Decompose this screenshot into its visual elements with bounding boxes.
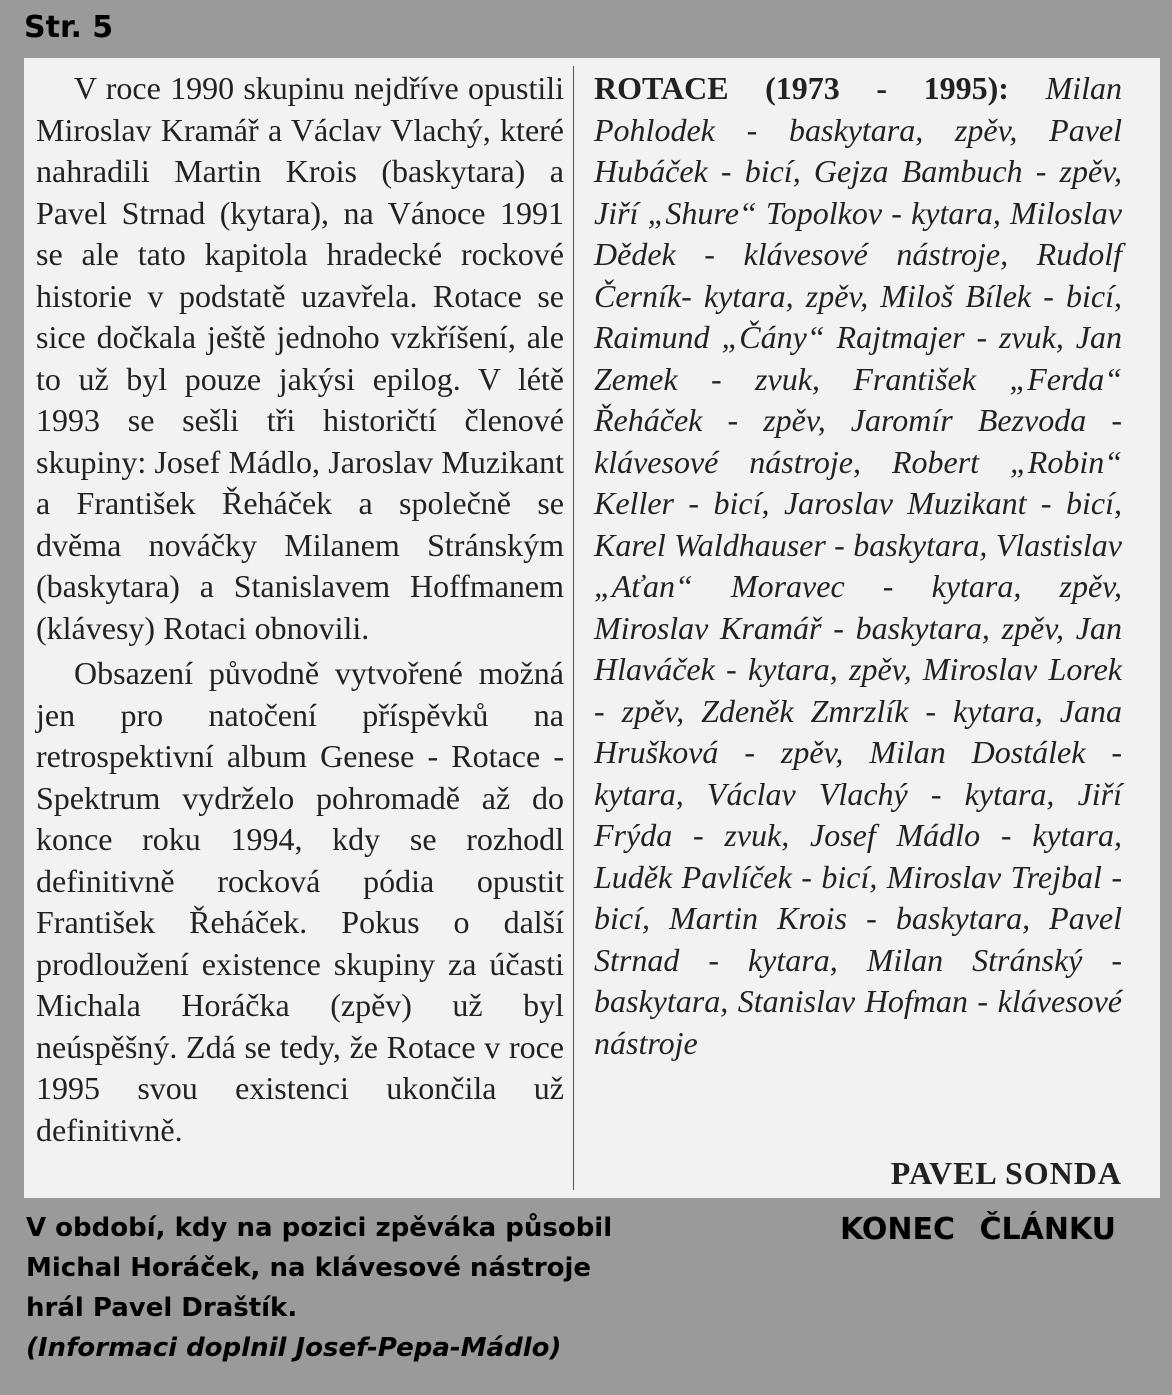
- newspaper-clipping: [24, 58, 1160, 1198]
- caption-line-1: V období, kdy na pozici zpěváka působil: [26, 1213, 613, 1243]
- article-paragraph-2: Obsazení původně vytvořené možná jen pro natočení příspěvků na retrospektivní album Genese - Rotace - Spektrum vydrželo pohromadě až do konce roku 1994, kdy se rozhodl definitivně rocková pódia opustit František Řeháček. Pokus o další prodloužení existence skupiny za účasti Michala Horáčka (zpěv) už byl neúspěšný. Zdá se tedy, že Rotace v roce 1995 svou existenci ukončila už definitivně.: [36, 655, 564, 1148]
- article-right-column: [594, 68, 1122, 1064]
- end-of-article-label: KONEC ČLÁNKU: [840, 1212, 1117, 1247]
- caption-line-2: Michal Horáček, na klávesové nástroje: [26, 1253, 592, 1283]
- photo-caption: [26, 1208, 806, 1368]
- article-author: PAVEL SONDA: [890, 1155, 1122, 1191]
- lineup-heading: ROTACE (1973 - 1995):: [594, 70, 1009, 106]
- article-paragraph-1: V roce 1990 skupinu nejdříve opustili Miroslav Kramář a Václav Vlachý, které nahradili Martin Krois (baskytara) a Pavel Strnad (kytara), na Vánoce 1991 se ale tato kapitola hradecké rockové historie v podstatě uzavřela. Rotace se sice dočkala ještě jednoho vzkříšení, ale to už byl pouze jakýsi epilog. V létě 1993 se sešli tři historičtí členové skupiny: Josef Mádlo, Jaroslav Muzikant a František Řeháček a společně se dvěma nováčky Milanem Stránským (baskytara) a Stanislavem Hoffmanem (klávesy) Rotaci obnovili.: [36, 70, 564, 646]
- column-divider: [573, 66, 574, 1190]
- lineup-paragraph: [594, 68, 1122, 1064]
- article-left-column: [36, 68, 564, 1151]
- caption-line-3: hrál Pavel Draštík.: [26, 1293, 298, 1323]
- caption-note: (Informaci doplnil Josef-Pepa-Mádlo): [26, 1333, 562, 1363]
- lineup-members: Milan Pohlodek - baskytara, zpěv, Pavel Hubáček - bicí, Gejza Bambuch - zpěv, Jiří „Shure“ Topolkov - kytara, Miloslav Dědek - klávesové nástroje, Rudolf Černík- kytara, zpěv, Miloš Bílek - bicí, Raimund „Čány“ Rajtmajer - zvuk, Jan Zemek - zvuk, František „Ferda“ Řeháček - zpěv, Jaromír Bezvoda - klávesové nástroje, Robert „Robin“ Keller - bicí, Jaroslav Muzikant - bicí, Karel Waldhauser - baskytara, Vlastislav „Aťan“ Moravec - kytara, zpěv, Miroslav Kramář - baskytara, zpěv, Jan Hlaváček - kytara, zpěv, Miroslav Lorek - zpěv, Zdeněk Zmrzlík - kytara, Jana Hrušková - zpěv, Milan Dostálek - kytara, Václav Vlachý - kytara, Jiří Frýda - zvuk, Josef Mádlo - kytara, Luděk Pavlíček - bicí, Miroslav Trejbal - bicí, Martin Krois - baskytara, Pavel Strnad - kytara, Milan Stránský - baskytara, Stanislav Hofman - klávesové nástroje: [594, 70, 1123, 1061]
- page-number-label: Str. 5: [24, 10, 114, 45]
